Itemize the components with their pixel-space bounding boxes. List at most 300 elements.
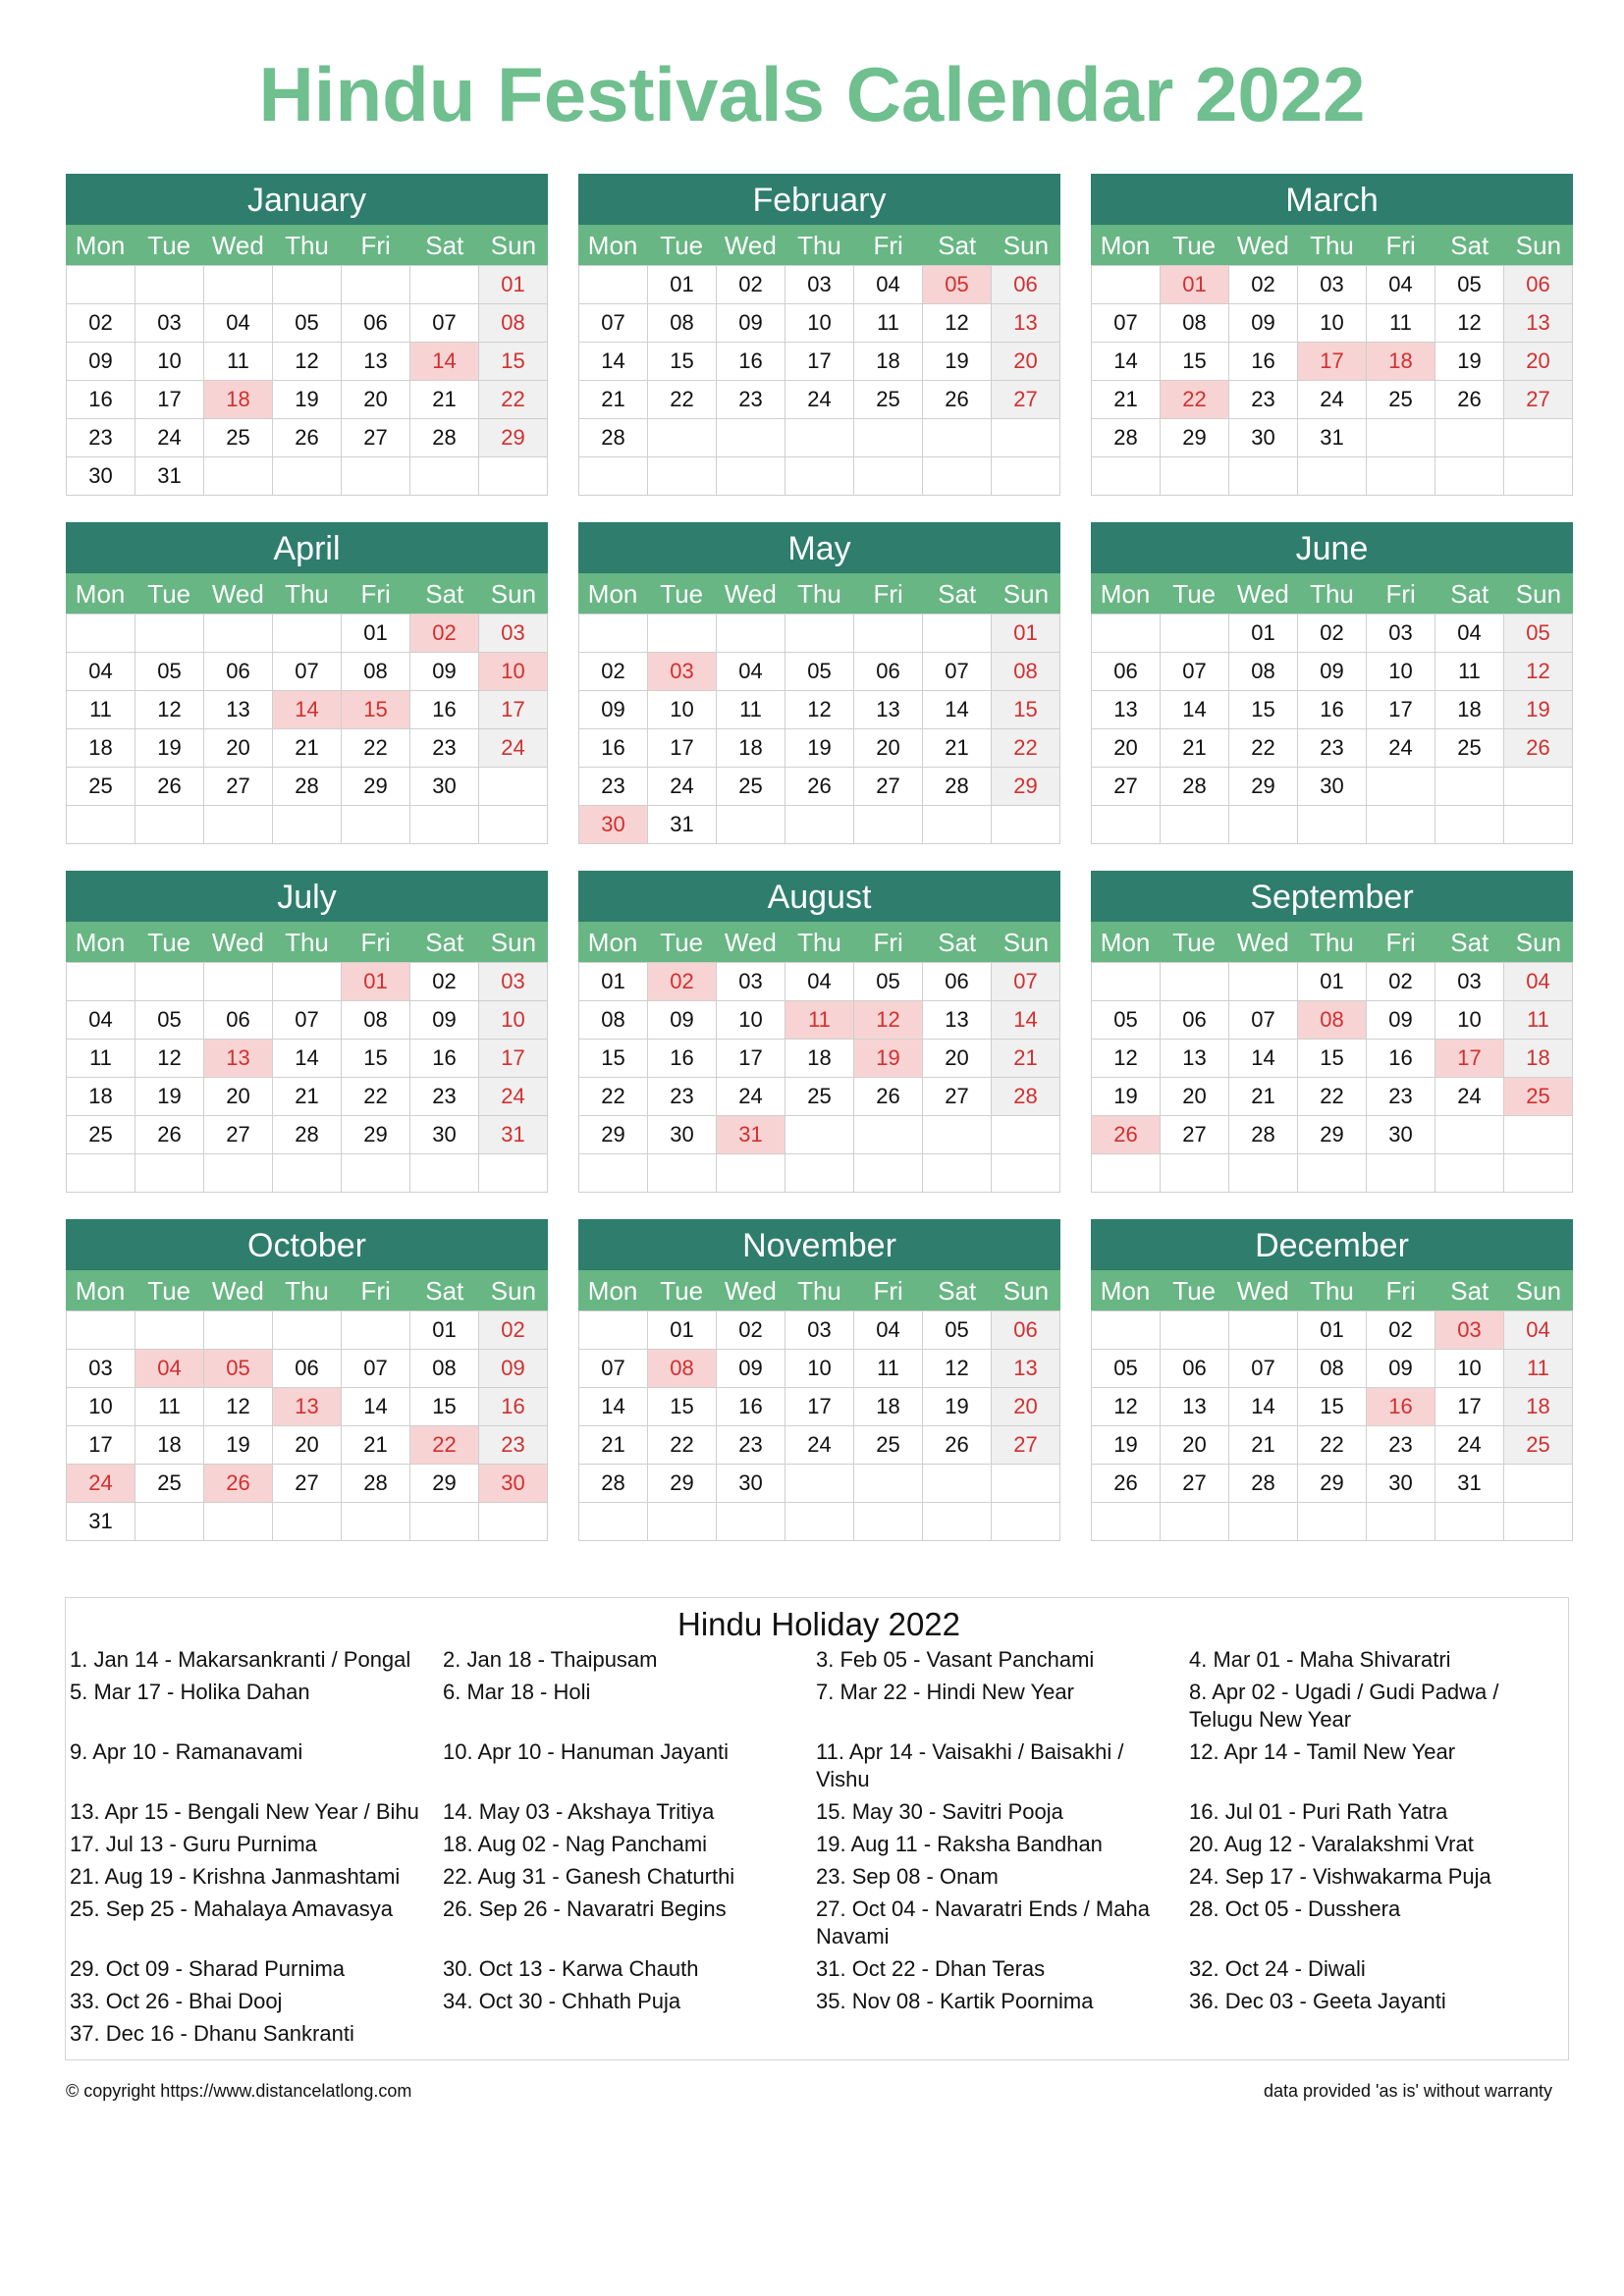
month-october bbox=[66, 1219, 548, 1541]
weekday-label: Tue bbox=[147, 928, 191, 957]
weekday-label: Wed bbox=[1236, 1276, 1289, 1306]
weekday-label: Mon bbox=[75, 231, 126, 260]
weekday-label: Fri bbox=[1385, 579, 1416, 609]
holiday-item: 32. Oct 24 - Diwali bbox=[1189, 1956, 1366, 1981]
day-cell: 10 bbox=[785, 1350, 854, 1388]
day-cell: 14 bbox=[992, 1001, 1060, 1040]
day-cell: 31 bbox=[1298, 419, 1367, 457]
day-cell: 18 bbox=[717, 729, 785, 768]
day-cell: 17 bbox=[67, 1426, 135, 1465]
holiday-item: 16. Jul 01 - Puri Rath Yatra bbox=[1189, 1799, 1448, 1824]
weekday-label: Sun bbox=[1002, 928, 1050, 957]
day-cell: 23 bbox=[1298, 729, 1367, 768]
empty-day-cell bbox=[135, 1154, 204, 1193]
weekday-header bbox=[1091, 573, 1573, 614]
empty-day-cell bbox=[1435, 1503, 1504, 1541]
empty-day-cell bbox=[785, 457, 854, 496]
empty-day-cell bbox=[1092, 1154, 1161, 1193]
day-cell: 20 bbox=[992, 343, 1060, 381]
day-cell: 08 bbox=[1298, 1001, 1367, 1040]
day-cell: 21 bbox=[1229, 1426, 1298, 1465]
empty-day-cell bbox=[410, 1503, 479, 1541]
day-cell: 15 bbox=[342, 1040, 410, 1078]
day-cell: 01 bbox=[992, 614, 1060, 653]
day-cell: 08 bbox=[410, 1350, 479, 1388]
day-cell: 13 bbox=[992, 304, 1060, 343]
day-cell: 08 bbox=[479, 304, 548, 343]
day-cell: 10 bbox=[717, 1001, 785, 1040]
weekday-label: Fri bbox=[1385, 1276, 1416, 1306]
weekday-label: Mon bbox=[75, 1276, 126, 1306]
empty-day-cell bbox=[342, 806, 410, 844]
day-cell: 19 bbox=[204, 1426, 273, 1465]
empty-day-cell bbox=[992, 457, 1060, 496]
holiday-item: 31. Oct 22 - Dhan Teras bbox=[816, 1956, 1046, 1981]
weekday-label: Tue bbox=[660, 231, 704, 260]
day-cell: 10 bbox=[1435, 1001, 1504, 1040]
day-cell: 27 bbox=[992, 381, 1060, 419]
weekday-label: Thu bbox=[1310, 1276, 1354, 1306]
weekday-label: Mon bbox=[587, 1276, 638, 1306]
weekday-label: Sat bbox=[425, 231, 464, 260]
day-cell: 16 bbox=[410, 691, 479, 729]
day-cell: 21 bbox=[342, 1426, 410, 1465]
day-cell: 24 bbox=[135, 419, 204, 457]
holiday-item: 13. Apr 15 - Bengali New Year / Bihu bbox=[70, 1799, 419, 1824]
day-cell: 08 bbox=[342, 1001, 410, 1040]
day-cell: 05 bbox=[854, 963, 923, 1001]
empty-day-cell bbox=[204, 1311, 273, 1350]
day-cell: 13 bbox=[854, 691, 923, 729]
holiday-item: 3. Feb 05 - Vasant Panchami bbox=[816, 1647, 1095, 1672]
empty-day-cell bbox=[67, 614, 135, 653]
empty-day-cell bbox=[648, 457, 717, 496]
day-cell: 16 bbox=[717, 343, 785, 381]
month-name: July bbox=[66, 871, 548, 922]
day-cell: 21 bbox=[923, 729, 992, 768]
weekday-label: Fri bbox=[873, 231, 903, 260]
day-cell: 30 bbox=[1298, 768, 1367, 806]
day-cell: 18 bbox=[785, 1040, 854, 1078]
weekday-label: Tue bbox=[1172, 928, 1217, 957]
day-cell: 28 bbox=[410, 419, 479, 457]
day-cell: 09 bbox=[410, 1001, 479, 1040]
empty-day-cell bbox=[273, 963, 342, 1001]
empty-day-cell bbox=[992, 806, 1060, 844]
day-cell: 16 bbox=[1229, 343, 1298, 381]
day-cell: 03 bbox=[1367, 614, 1435, 653]
weekday-label: Thu bbox=[1310, 928, 1354, 957]
empty-day-cell bbox=[1367, 1503, 1435, 1541]
day-cell: 18 bbox=[1504, 1388, 1573, 1426]
day-cell: 02 bbox=[1367, 1311, 1435, 1350]
day-cell: 22 bbox=[648, 381, 717, 419]
day-cell: 26 bbox=[1092, 1465, 1161, 1503]
empty-day-cell bbox=[785, 1465, 854, 1503]
day-cell: 13 bbox=[342, 343, 410, 381]
day-cell: 31 bbox=[1435, 1465, 1504, 1503]
day-cell: 03 bbox=[648, 653, 717, 691]
day-cell: 20 bbox=[1161, 1426, 1229, 1465]
day-cell: 21 bbox=[1092, 381, 1161, 419]
day-cell: 21 bbox=[579, 1426, 648, 1465]
empty-day-cell bbox=[1435, 1116, 1504, 1154]
day-cell: 29 bbox=[1161, 419, 1229, 457]
day-cell: 20 bbox=[273, 1426, 342, 1465]
empty-day-cell bbox=[342, 1503, 410, 1541]
day-cell: 22 bbox=[410, 1426, 479, 1465]
day-cell: 02 bbox=[1298, 614, 1367, 653]
empty-day-cell bbox=[1092, 1503, 1161, 1541]
day-cell: 08 bbox=[648, 1350, 717, 1388]
day-cell: 05 bbox=[204, 1350, 273, 1388]
day-grid bbox=[1091, 265, 1573, 496]
day-grid bbox=[66, 265, 548, 496]
day-cell: 23 bbox=[410, 1078, 479, 1116]
day-cell: 09 bbox=[479, 1350, 548, 1388]
weekday-label: Sat bbox=[1450, 579, 1489, 609]
day-cell: 19 bbox=[1435, 343, 1504, 381]
day-cell: 17 bbox=[717, 1040, 785, 1078]
day-cell: 19 bbox=[923, 343, 992, 381]
day-cell: 06 bbox=[273, 1350, 342, 1388]
day-cell: 04 bbox=[67, 653, 135, 691]
month-april bbox=[66, 522, 548, 844]
empty-day-cell bbox=[992, 419, 1060, 457]
disclaimer-text: data provided 'as is' without warranty bbox=[1263, 2081, 1552, 2101]
day-cell: 04 bbox=[854, 1311, 923, 1350]
day-cell: 02 bbox=[717, 1311, 785, 1350]
day-cell: 05 bbox=[923, 266, 992, 304]
empty-day-cell bbox=[579, 1503, 648, 1541]
day-cell: 12 bbox=[135, 691, 204, 729]
empty-day-cell bbox=[1435, 457, 1504, 496]
day-cell: 02 bbox=[1367, 963, 1435, 1001]
empty-day-cell bbox=[648, 1503, 717, 1541]
weekday-label: Thu bbox=[797, 231, 841, 260]
day-cell: 12 bbox=[1504, 653, 1573, 691]
month-name: September bbox=[1091, 871, 1573, 922]
holiday-item: 1. Jan 14 - Makarsankranti / Pongal bbox=[70, 1647, 411, 1672]
day-cell: 07 bbox=[1229, 1350, 1298, 1388]
day-cell: 26 bbox=[135, 768, 204, 806]
day-cell: 23 bbox=[1367, 1078, 1435, 1116]
empty-day-cell bbox=[785, 806, 854, 844]
empty-day-cell bbox=[273, 457, 342, 496]
empty-day-cell bbox=[342, 266, 410, 304]
day-cell: 07 bbox=[342, 1350, 410, 1388]
holiday-item: 30. Oct 13 - Karwa Chauth bbox=[443, 1956, 699, 1981]
day-cell: 05 bbox=[135, 653, 204, 691]
day-cell: 26 bbox=[135, 1116, 204, 1154]
holiday-item: 36. Dec 03 - Geeta Jayanti bbox=[1189, 1989, 1446, 2013]
empty-day-cell bbox=[1229, 1503, 1298, 1541]
day-cell: 07 bbox=[1092, 304, 1161, 343]
weekday-label: Wed bbox=[211, 579, 264, 609]
day-cell: 09 bbox=[717, 1350, 785, 1388]
weekday-label: Sun bbox=[490, 231, 537, 260]
empty-day-cell bbox=[854, 419, 923, 457]
day-cell: 07 bbox=[273, 1001, 342, 1040]
day-cell: 26 bbox=[1504, 729, 1573, 768]
holiday-item: 4. Mar 01 - Maha Shivaratri bbox=[1189, 1647, 1451, 1672]
holiday-item: 17. Jul 13 - Guru Purnima bbox=[70, 1832, 317, 1856]
day-cell: 23 bbox=[1367, 1426, 1435, 1465]
day-cell: 23 bbox=[410, 729, 479, 768]
weekday-label: Mon bbox=[1100, 579, 1151, 609]
empty-day-cell bbox=[1161, 1503, 1229, 1541]
day-cell: 04 bbox=[1367, 266, 1435, 304]
holiday-item: 22. Aug 31 - Ganesh Chaturthi bbox=[443, 1864, 735, 1889]
holiday-item: 12. Apr 14 - Tamil New Year bbox=[1189, 1739, 1456, 1764]
day-cell: 14 bbox=[1092, 343, 1161, 381]
empty-day-cell bbox=[1435, 419, 1504, 457]
day-cell: 03 bbox=[135, 304, 204, 343]
weekday-label: Mon bbox=[587, 928, 638, 957]
weekday-label: Wed bbox=[1236, 579, 1289, 609]
day-cell: 15 bbox=[579, 1040, 648, 1078]
day-cell: 10 bbox=[479, 1001, 548, 1040]
day-cell: 25 bbox=[67, 1116, 135, 1154]
day-cell: 07 bbox=[579, 304, 648, 343]
weekday-label: Tue bbox=[1172, 231, 1217, 260]
day-cell: 24 bbox=[479, 729, 548, 768]
weekday-label: Fri bbox=[360, 928, 391, 957]
day-cell: 24 bbox=[1367, 729, 1435, 768]
day-cell: 17 bbox=[479, 1040, 548, 1078]
empty-day-cell bbox=[204, 1154, 273, 1193]
day-cell: 02 bbox=[67, 304, 135, 343]
day-cell: 20 bbox=[992, 1388, 1060, 1426]
day-cell: 27 bbox=[1161, 1465, 1229, 1503]
day-cell: 30 bbox=[410, 1116, 479, 1154]
day-cell: 25 bbox=[717, 768, 785, 806]
day-grid bbox=[66, 962, 548, 1193]
empty-day-cell bbox=[1367, 419, 1435, 457]
empty-day-cell bbox=[1367, 768, 1435, 806]
day-cell: 22 bbox=[992, 729, 1060, 768]
day-cell: 05 bbox=[135, 1001, 204, 1040]
day-cell: 17 bbox=[1435, 1040, 1504, 1078]
day-cell: 24 bbox=[648, 768, 717, 806]
day-cell: 15 bbox=[648, 343, 717, 381]
day-cell: 12 bbox=[785, 691, 854, 729]
day-cell: 30 bbox=[67, 457, 135, 496]
weekday-label: Sun bbox=[490, 579, 537, 609]
weekday-header bbox=[1091, 922, 1573, 962]
empty-day-cell bbox=[204, 266, 273, 304]
empty-day-cell bbox=[785, 1154, 854, 1193]
empty-day-cell bbox=[854, 1465, 923, 1503]
day-cell: 11 bbox=[1504, 1001, 1573, 1040]
empty-day-cell bbox=[479, 457, 548, 496]
day-cell: 29 bbox=[579, 1116, 648, 1154]
day-cell: 15 bbox=[1161, 343, 1229, 381]
month-may bbox=[578, 522, 1060, 844]
weekday-label: Sat bbox=[938, 231, 977, 260]
day-cell: 05 bbox=[1435, 266, 1504, 304]
weekday-label: Tue bbox=[1172, 1276, 1217, 1306]
empty-day-cell bbox=[410, 1154, 479, 1193]
empty-day-cell bbox=[785, 614, 854, 653]
day-cell: 01 bbox=[1161, 266, 1229, 304]
weekday-label: Wed bbox=[724, 579, 777, 609]
day-cell: 06 bbox=[1092, 653, 1161, 691]
day-cell: 24 bbox=[717, 1078, 785, 1116]
empty-day-cell bbox=[579, 1311, 648, 1350]
day-cell: 01 bbox=[342, 614, 410, 653]
day-cell: 22 bbox=[1161, 381, 1229, 419]
empty-day-cell bbox=[854, 614, 923, 653]
empty-day-cell bbox=[923, 806, 992, 844]
day-cell: 01 bbox=[479, 266, 548, 304]
holiday-item: 11. Apr 14 - Vaisakhi / Baisakhi / Vishu bbox=[816, 1739, 1124, 1791]
day-cell: 30 bbox=[410, 768, 479, 806]
day-cell: 27 bbox=[204, 1116, 273, 1154]
day-cell: 14 bbox=[273, 691, 342, 729]
weekday-label: Sun bbox=[1515, 579, 1562, 609]
day-cell: 14 bbox=[579, 343, 648, 381]
day-cell: 01 bbox=[342, 963, 410, 1001]
empty-day-cell bbox=[785, 419, 854, 457]
day-cell: 03 bbox=[1298, 266, 1367, 304]
weekday-label: Thu bbox=[797, 1276, 841, 1306]
empty-day-cell bbox=[1504, 1465, 1573, 1503]
day-cell: 25 bbox=[1504, 1426, 1573, 1465]
weekday-label: Sat bbox=[425, 928, 464, 957]
day-cell: 01 bbox=[1229, 614, 1298, 653]
day-cell: 05 bbox=[273, 304, 342, 343]
empty-day-cell bbox=[1229, 1311, 1298, 1350]
day-cell: 17 bbox=[648, 729, 717, 768]
empty-day-cell bbox=[854, 1154, 923, 1193]
day-cell: 06 bbox=[923, 963, 992, 1001]
month-january bbox=[66, 174, 548, 496]
weekday-label: Tue bbox=[147, 231, 191, 260]
day-cell: 12 bbox=[923, 1350, 992, 1388]
day-cell: 04 bbox=[67, 1001, 135, 1040]
weekday-label: Thu bbox=[797, 928, 841, 957]
day-cell: 28 bbox=[1161, 768, 1229, 806]
empty-day-cell bbox=[923, 1503, 992, 1541]
day-cell: 09 bbox=[67, 343, 135, 381]
day-cell: 11 bbox=[1504, 1350, 1573, 1388]
day-cell: 09 bbox=[1367, 1001, 1435, 1040]
day-cell: 11 bbox=[135, 1388, 204, 1426]
day-cell: 07 bbox=[273, 653, 342, 691]
day-cell: 01 bbox=[579, 963, 648, 1001]
day-cell: 14 bbox=[1161, 691, 1229, 729]
empty-day-cell bbox=[923, 1154, 992, 1193]
day-cell: 04 bbox=[1504, 1311, 1573, 1350]
holiday-item: 9. Apr 10 - Ramanavami bbox=[70, 1739, 303, 1764]
day-cell: 12 bbox=[1435, 304, 1504, 343]
day-cell: 13 bbox=[1161, 1388, 1229, 1426]
weekday-label: Sat bbox=[938, 579, 977, 609]
day-cell: 17 bbox=[1367, 691, 1435, 729]
month-november bbox=[578, 1219, 1060, 1541]
day-cell: 22 bbox=[342, 1078, 410, 1116]
day-cell: 13 bbox=[204, 691, 273, 729]
weekday-header bbox=[1091, 1270, 1573, 1310]
day-cell: 21 bbox=[1229, 1078, 1298, 1116]
day-cell: 05 bbox=[923, 1311, 992, 1350]
holiday-item: 15. May 30 - Savitri Pooja bbox=[816, 1799, 1063, 1824]
day-cell: 16 bbox=[410, 1040, 479, 1078]
day-cell: 29 bbox=[1298, 1465, 1367, 1503]
weekday-label: Tue bbox=[660, 579, 704, 609]
day-cell: 26 bbox=[1092, 1116, 1161, 1154]
day-cell: 14 bbox=[410, 343, 479, 381]
day-cell: 21 bbox=[992, 1040, 1060, 1078]
holiday-item: 2. Jan 18 - Thaipusam bbox=[443, 1647, 658, 1672]
weekday-label: Mon bbox=[75, 579, 126, 609]
months-grid bbox=[66, 174, 1573, 1541]
day-cell: 15 bbox=[1298, 1388, 1367, 1426]
day-cell: 25 bbox=[785, 1078, 854, 1116]
day-cell: 28 bbox=[273, 1116, 342, 1154]
day-cell: 28 bbox=[1229, 1465, 1298, 1503]
empty-day-cell bbox=[1367, 806, 1435, 844]
day-cell: 05 bbox=[1092, 1350, 1161, 1388]
day-cell: 26 bbox=[785, 768, 854, 806]
day-cell: 21 bbox=[273, 729, 342, 768]
weekday-label: Wed bbox=[211, 928, 264, 957]
day-cell: 17 bbox=[785, 1388, 854, 1426]
month-name: May bbox=[578, 522, 1060, 573]
day-cell: 05 bbox=[1092, 1001, 1161, 1040]
empty-day-cell bbox=[1229, 457, 1298, 496]
day-grid bbox=[578, 1310, 1060, 1541]
empty-day-cell bbox=[1092, 806, 1161, 844]
empty-day-cell bbox=[1367, 1154, 1435, 1193]
day-cell: 20 bbox=[204, 729, 273, 768]
day-cell: 27 bbox=[1504, 381, 1573, 419]
empty-day-cell bbox=[135, 1503, 204, 1541]
day-cell: 16 bbox=[1367, 1388, 1435, 1426]
day-cell: 21 bbox=[273, 1078, 342, 1116]
day-cell: 25 bbox=[67, 768, 135, 806]
day-cell: 06 bbox=[1161, 1350, 1229, 1388]
empty-day-cell bbox=[1367, 457, 1435, 496]
weekday-label: Mon bbox=[1100, 1276, 1151, 1306]
day-cell: 11 bbox=[785, 1001, 854, 1040]
empty-day-cell bbox=[67, 806, 135, 844]
empty-day-cell bbox=[135, 614, 204, 653]
weekday-label: Fri bbox=[1385, 231, 1416, 260]
day-cell: 06 bbox=[1161, 1001, 1229, 1040]
day-cell: 04 bbox=[1435, 614, 1504, 653]
empty-day-cell bbox=[67, 266, 135, 304]
day-cell: 12 bbox=[273, 343, 342, 381]
empty-day-cell bbox=[67, 963, 135, 1001]
day-cell: 13 bbox=[992, 1350, 1060, 1388]
weekday-label: Fri bbox=[360, 231, 391, 260]
empty-day-cell bbox=[1504, 1503, 1573, 1541]
day-cell: 23 bbox=[1229, 381, 1298, 419]
weekday-header bbox=[578, 573, 1060, 614]
empty-day-cell bbox=[204, 806, 273, 844]
day-cell: 21 bbox=[1161, 729, 1229, 768]
weekday-header bbox=[66, 573, 548, 614]
weekday-label: Sun bbox=[490, 1276, 537, 1306]
weekday-label: Fri bbox=[873, 1276, 903, 1306]
day-cell: 01 bbox=[648, 1311, 717, 1350]
weekday-header bbox=[66, 225, 548, 265]
weekday-label: Sat bbox=[938, 928, 977, 957]
day-cell: 02 bbox=[648, 963, 717, 1001]
day-cell: 01 bbox=[410, 1311, 479, 1350]
